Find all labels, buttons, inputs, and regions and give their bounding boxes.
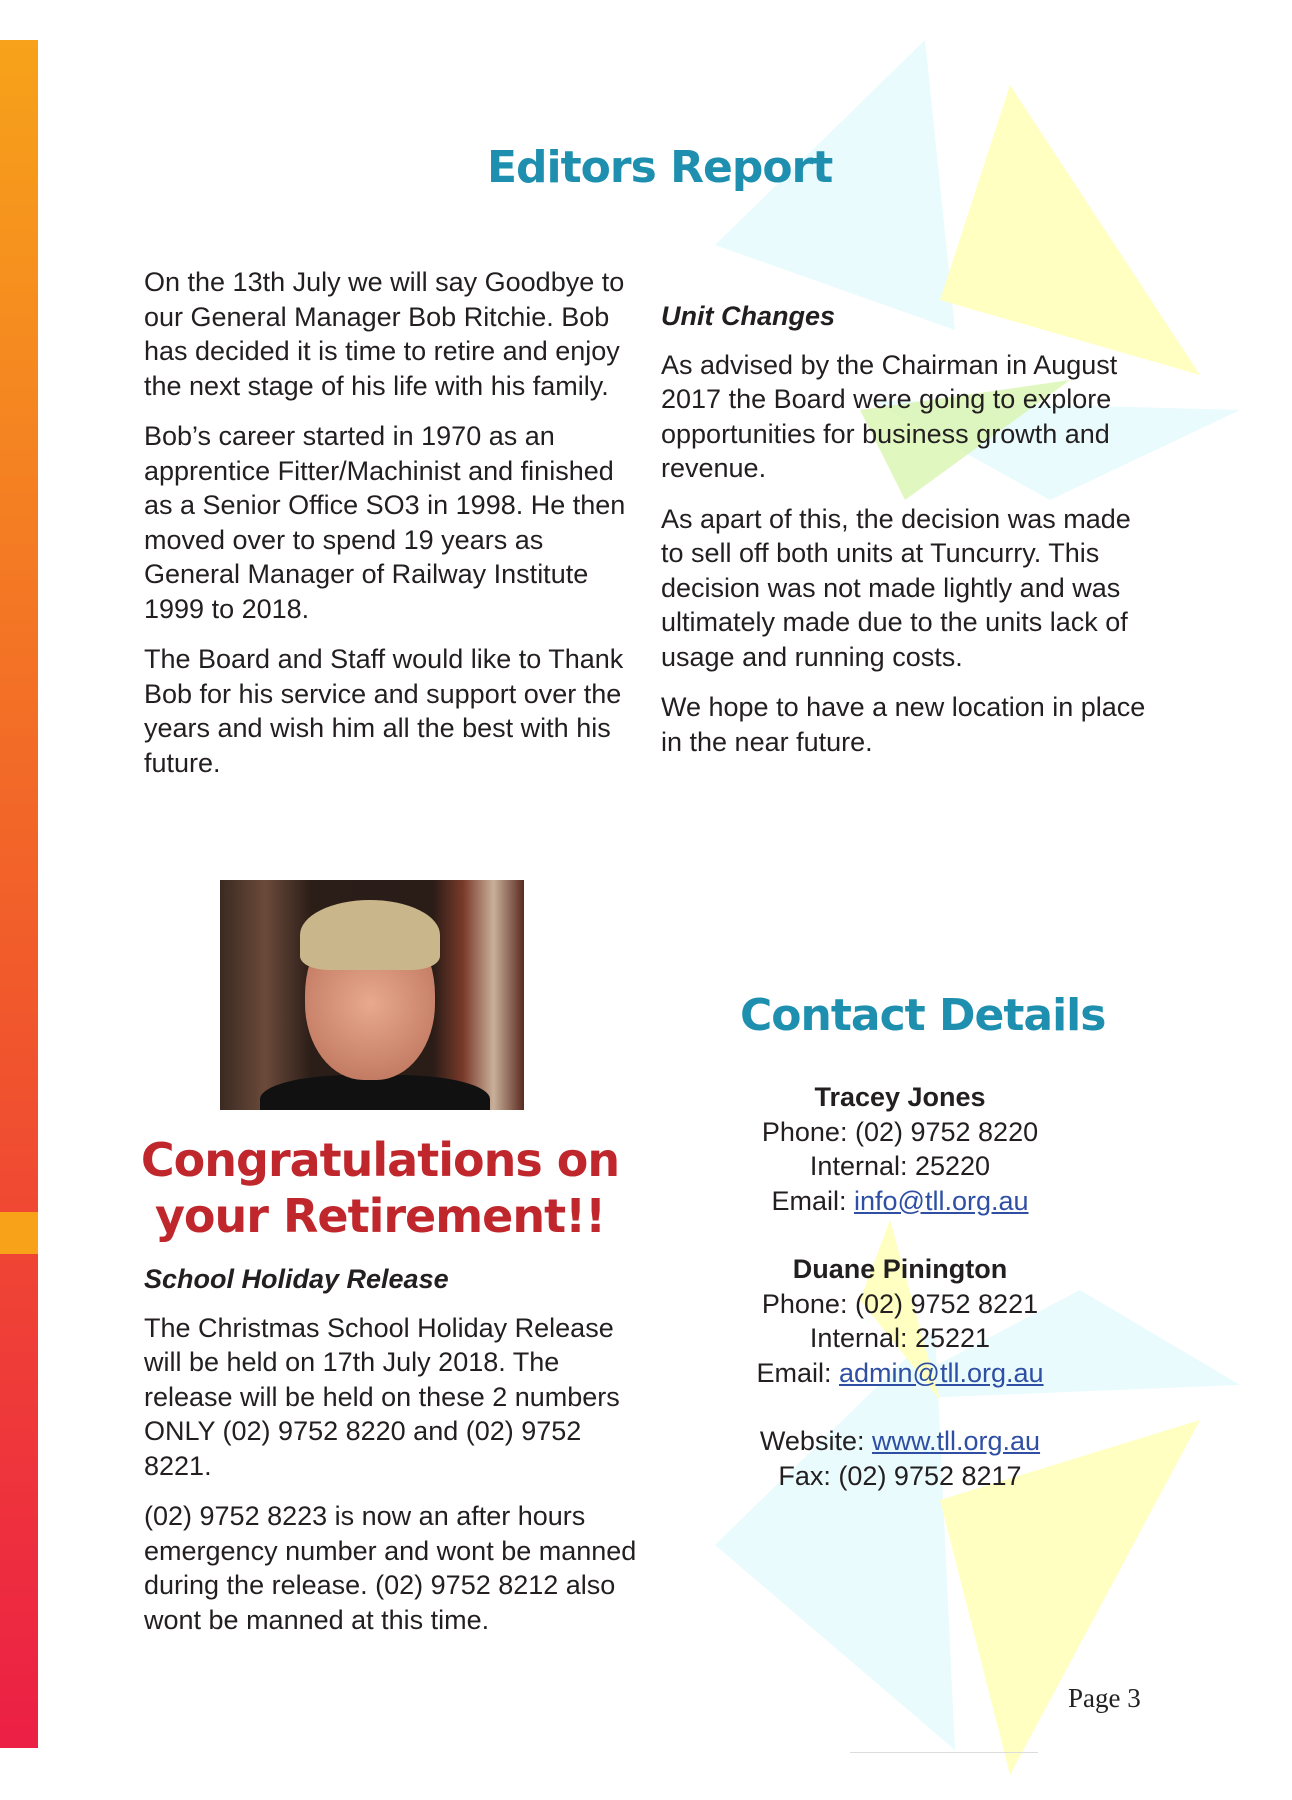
contact-internal: Internal: 25221 [809,1323,991,1353]
school-holiday-column [144,1262,644,1653]
contact-phone: Phone: (02) 9752 8221 [761,1288,1039,1319]
bob-ritchie-photo [220,880,524,1110]
contact-details [700,1080,1100,1493]
paragraph: The Board and Staff would like to Thank Bob for his service and support over the years and wish him all the best with his future. [144,644,624,778]
website-label: Website: [759,1426,872,1456]
email-link[interactable]: admin@tll.org.au [839,1357,1044,1388]
contact-details-title: Contact Details [740,990,1106,1041]
contact-name: Duane Pinington [792,1254,1008,1284]
paragraph: We hope to have a new location in place in the near future. [661,692,1146,757]
paragraph: The Christmas School Holiday Release will be held on 17th July 2018. The release will be held on these 2 numbers ONLY (02) 9752 8220 and (02) 9752 8221. [144,1312,620,1481]
editors-report-title: Editors Report [487,142,833,193]
fax: Fax: (02) 9752 8217 [778,1460,1022,1491]
paragraph: As apart of this, the decision was made to sell off both units at Tuncurry. This decision was not made lightly and was ultimately made due to the units lack of usage and running costs. [661,503,1131,672]
unit-changes-column [661,299,1151,775]
left-accent-bar [0,40,38,1748]
email-link[interactable]: info@tll.org.au [854,1185,1029,1216]
page-number: Page 3 [1068,1683,1141,1713]
contact-phone: Phone: (02) 9752 8220 [761,1116,1039,1147]
footer-divider [850,1752,1038,1753]
congratulations-heading [140,1132,620,1244]
email-label: Email: [771,1185,855,1216]
editors-report-left-column [144,265,634,796]
school-holiday-heading: School Holiday Release [144,1264,449,1294]
paragraph: On the 13th July we will say Goodbye to our General Manager Bob Ritchie. Bob has decided it is time to retire and enjoy the next stage of his life with his family. [144,267,625,401]
left-accent-notch [0,1212,38,1254]
paragraph: (02) 9752 8223 is now an after hours emergency number and wont be manned during the release. (02) 9752 8212 also wont be manned at this time. [144,1501,637,1635]
website-link[interactable]: www.tll.org.au [871,1426,1041,1456]
contact-person [700,1080,1100,1218]
contact-internal: Internal: 25220 [809,1151,991,1181]
congrats-line-1: Congratulations on [140,1133,620,1187]
unit-changes-heading: Unit Changes [661,301,836,331]
contact-person [700,1252,1100,1390]
congrats-line-2: your Retirement!! [154,1189,606,1243]
paragraph: As advised by the Chairman in August 2017 the Board were going to explore opportunities for business growth and revenue. [661,349,1118,483]
email-label: Email: [756,1357,839,1388]
contact-name: Tracey Jones [814,1082,986,1112]
paragraph: Bob’s career started in 1970 as an apprentice Fitter/Machinist and finished as a Senior Office SO3 in 1998. He then moved over to spend 19 years as General Manager of Railway Institute 1999 to 2018. [144,421,626,624]
